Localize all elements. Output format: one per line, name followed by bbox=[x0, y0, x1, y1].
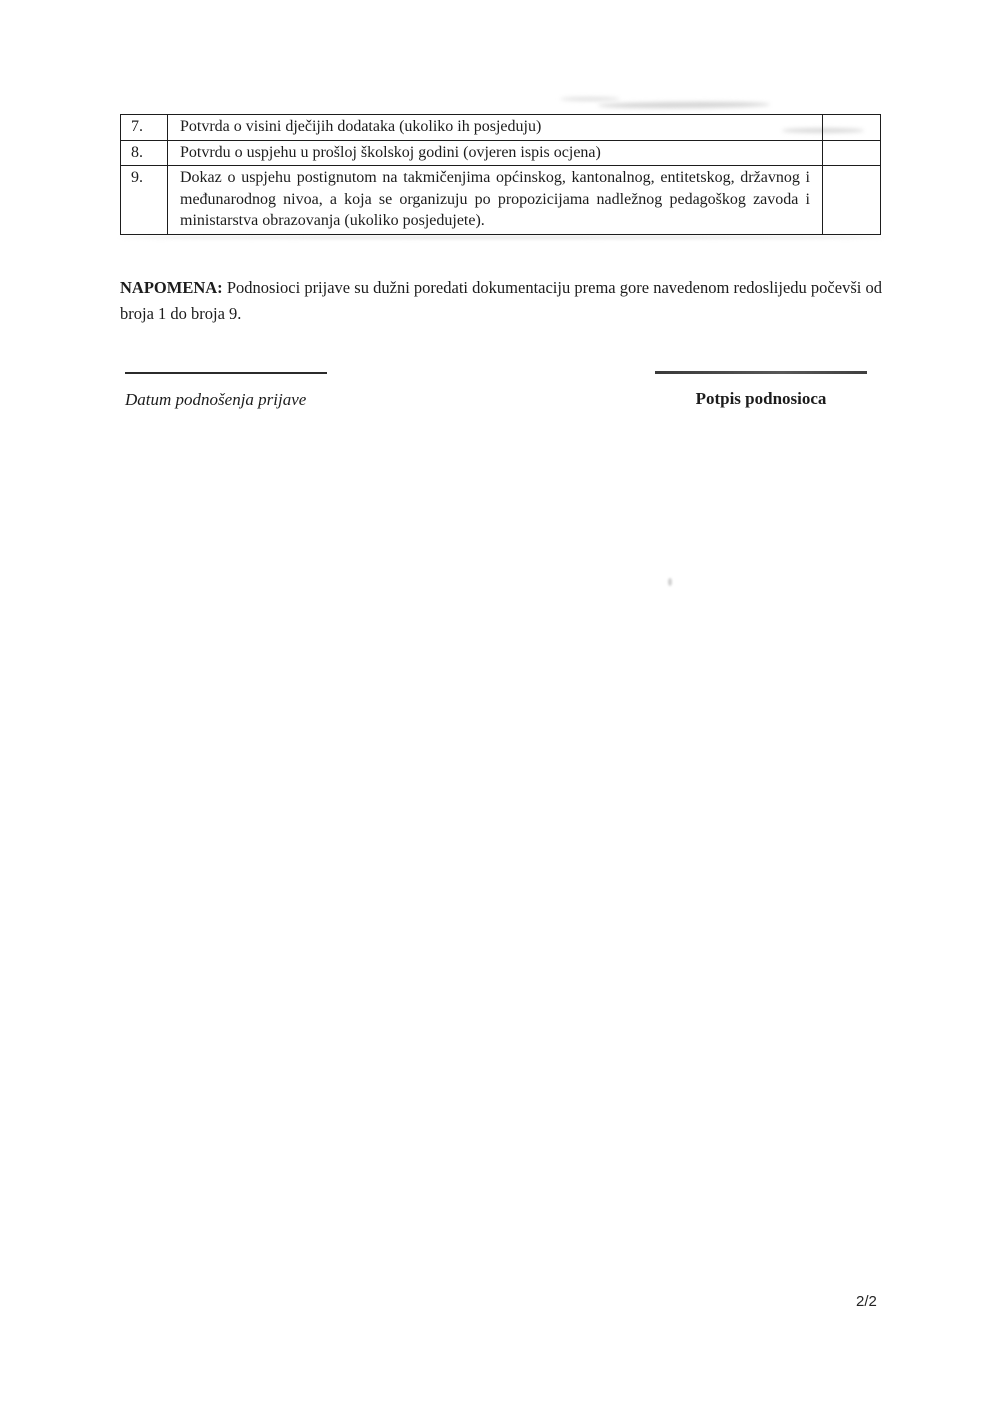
table-row bbox=[121, 115, 881, 141]
signer-signature-line bbox=[655, 371, 867, 374]
table-row bbox=[121, 166, 881, 235]
date-signature-label: Datum podnošenja prijave bbox=[125, 390, 307, 409]
row-empty-cell bbox=[823, 166, 881, 235]
note-label: NAPOMENA: bbox=[120, 277, 223, 297]
row-number: 7. bbox=[121, 115, 168, 141]
note-paragraph bbox=[120, 275, 882, 327]
date-signature-line bbox=[125, 372, 327, 374]
note-text: Podnosioci prijave su dužni poredati dokumentaciju prema gore navedenom redoslijedu počevši od broja 1 do broja 9. bbox=[120, 277, 882, 323]
row-text: Potvrda o visini dječijih dodataka (ukoliko ih posjeduju) bbox=[168, 115, 823, 141]
scan-artifact bbox=[668, 578, 672, 586]
row-number: 8. bbox=[121, 140, 168, 166]
row-text: Dokaz o uspjehu postignutom na takmičenjima općinskog, kantonalnog, entitetskog, državnog i međunarodnog nivoa, a koja se organizuju po propozicijama nadležnog pedagoškog zavoda i ministarstva obrazovanja (ukoliko posjedujete). bbox=[168, 166, 823, 235]
row-empty-cell bbox=[823, 140, 881, 166]
table-row bbox=[121, 140, 881, 166]
documents-table bbox=[120, 114, 881, 235]
row-text: Potvrdu o uspjehu u prošloj školskoj godini (ovjeren ispis ocjena) bbox=[168, 140, 823, 166]
signer-signature-block bbox=[655, 371, 867, 409]
scan-artifact bbox=[118, 236, 888, 239]
date-signature-block bbox=[125, 372, 327, 410]
row-empty-cell bbox=[823, 115, 881, 141]
page-number: 2/2 bbox=[856, 1293, 877, 1310]
signer-signature-label: Potpis podnosioca bbox=[695, 389, 827, 408]
row-number: 9. bbox=[121, 166, 168, 235]
scan-artifact bbox=[598, 101, 770, 108]
scan-artifact bbox=[560, 97, 620, 101]
